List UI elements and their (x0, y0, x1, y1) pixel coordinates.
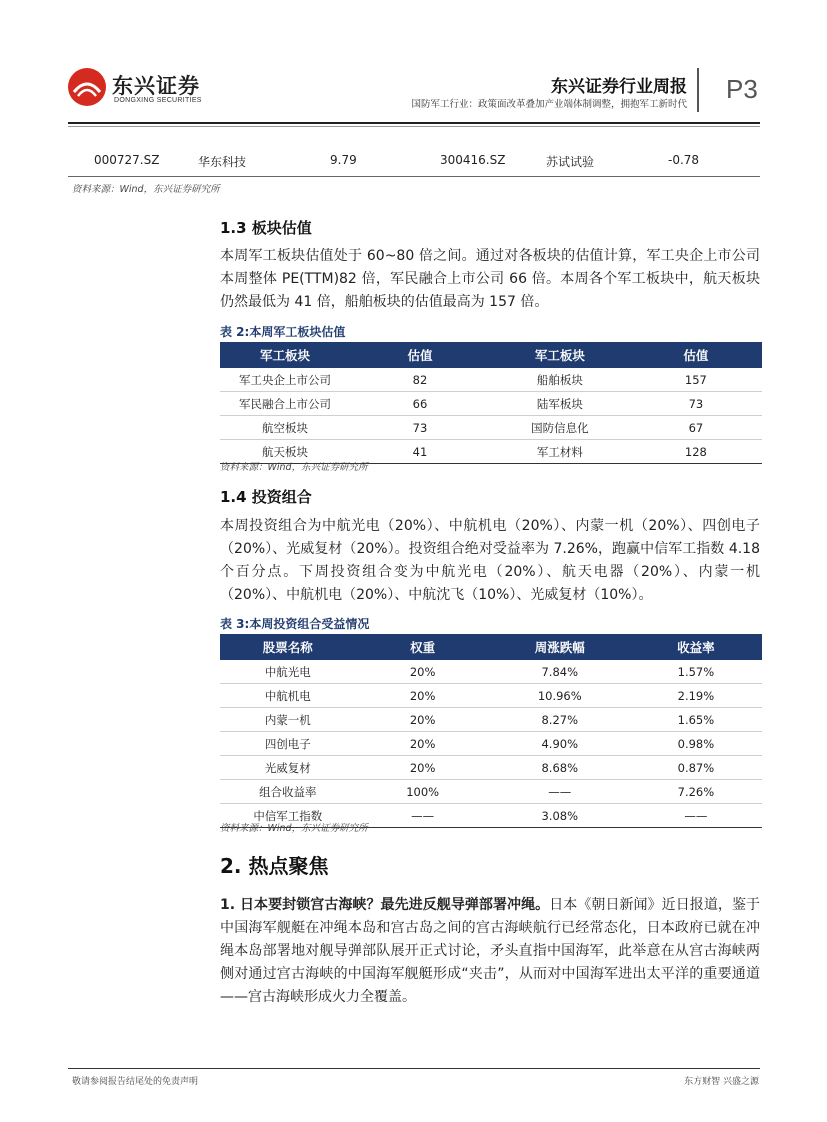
section-title-1-3: 1.3 板块估值 (220, 219, 312, 237)
source-note: 资料来源：Wind，东兴证券研究所 (220, 462, 368, 473)
section-title-1-4: 1.4 投资组合 (220, 488, 312, 506)
table-cell: 0.87% (630, 756, 762, 780)
table-cell: 0.98% (630, 732, 762, 756)
logo-icon (68, 68, 106, 106)
table-cell: 国防信息化 (490, 416, 630, 440)
stock-value: 9.79 (330, 153, 357, 167)
table-cell: 8.68% (490, 756, 630, 780)
table-row (220, 392, 762, 416)
table-cell: 66 (350, 392, 490, 416)
table-row (220, 708, 762, 732)
table-cell: 20% (356, 660, 490, 684)
header-rule-thin (68, 126, 760, 127)
section-title-2: 2. 热点聚焦 (220, 854, 329, 878)
hot-topic-paragraph (220, 894, 760, 1009)
table-cell: 73 (630, 392, 762, 416)
report-title: 东兴证券行业周报 (551, 77, 687, 97)
table-row (220, 780, 762, 804)
table-cell: 中航光电 (220, 660, 356, 684)
table-header: 权重 (356, 634, 490, 660)
table-cell: 四创电子 (220, 732, 356, 756)
table-cell: 20% (356, 756, 490, 780)
table-cell: 67 (630, 416, 762, 440)
stock-name: 华东科技 (198, 155, 247, 169)
table-cell: 1.57% (630, 660, 762, 684)
logo-text-en: DONGXING SECURITIES (114, 97, 202, 104)
table-cell: 中航机电 (220, 684, 356, 708)
table-cell: —— (356, 804, 490, 828)
table-header: 军工板块 (220, 342, 350, 368)
hot-topic-body: 日本《朝日新闻》近日报道，鉴于中国海军舰艇在冲绳本岛和宫古岛之间的宫古海峡航行已经常态化，日本政府已就在冲绳本岛部署地对舰导弹部队展开正式讨论，矛头直指中国海军，此举意在从宫古海峡两侧对通过宫古海峡的中国海军舰艇形成“夹击”，从而对中国海军进出太平洋的重要通道——宫古海峡形成火力全覆盖。 (220, 897, 760, 1005)
valuation-table (220, 342, 762, 464)
table-cell: 1.65% (630, 708, 762, 732)
stock-name: 苏试试验 (546, 155, 595, 169)
page-number: P3 (726, 74, 758, 104)
table-cell: 20% (356, 732, 490, 756)
logo-text-cn: 东兴证券 (112, 74, 200, 98)
portfolio-table (220, 634, 762, 828)
section-paragraph: 本周投资组合为中航光电（20%）、中航机电（20%）、内蒙一机（20%）、四创电子（20%）、光威复材（20%）。投资组合绝对受益率为 7.26%，跑赢中信军工指数 4.18 个百分点。下周投资组合变为中航光电（20%）、航天电器（20%）、内蒙一机（20%）、中航机电（20%）、中航沈飞（10%）、光威复材（10%）。 (220, 518, 760, 603)
footer-slogan: 东方财智 兴盛之源 (684, 1077, 759, 1087)
table-cell: 陆军板块 (490, 392, 630, 416)
table-row (220, 684, 762, 708)
table-cell: —— (490, 780, 630, 804)
table-header: 股票名称 (220, 634, 356, 660)
table-cell: 7.26% (630, 780, 762, 804)
disclaimer-note: 敬请参阅报告结尾处的免责声明 (72, 1077, 199, 1087)
table-cell: 100% (356, 780, 490, 804)
stock-code: 300416.SZ (440, 153, 506, 167)
table-cell: 航天板块 (220, 440, 350, 464)
section-paragraph: 本周军工板块估值处于 60~80 倍之间。通过对各板块的估值计算，军工央企上市公司本周整体 PE(TTM)82 倍，军民融合上市公司 66 倍。本周各个军工板块中，航天板块仍然最低为 41 倍，船舶板块的估值最高为 157 倍。 (220, 248, 760, 310)
table-cell: 军民融合上市公司 (220, 392, 350, 416)
table-cell: 军工央企上市公司 (220, 368, 350, 392)
stock-value: -0.78 (668, 153, 700, 167)
footer-rule (68, 1068, 760, 1069)
header-rule (68, 122, 760, 124)
table-header: 估值 (350, 342, 490, 368)
table-cell: 128 (630, 440, 762, 464)
table-cell: 20% (356, 684, 490, 708)
source-note: 资料来源：Wind，东兴证券研究所 (72, 184, 220, 195)
table-cell: 8.27% (490, 708, 630, 732)
table-cell: 3.08% (490, 804, 630, 828)
table-cell: 10.96% (490, 684, 630, 708)
table-cell: 4.90% (490, 732, 630, 756)
table-cell: 航空板块 (220, 416, 350, 440)
table-header: 周涨跌幅 (490, 634, 630, 660)
table-cell: 20% (356, 708, 490, 732)
table-cell: 7.84% (490, 660, 630, 684)
table-header: 收益率 (630, 634, 762, 660)
table-row (220, 756, 762, 780)
table-row (220, 368, 762, 392)
table-continuation-row (68, 148, 760, 177)
table-cell: —— (630, 804, 762, 828)
table-cell: 组合收益率 (220, 780, 356, 804)
stock-code: 000727.SZ (94, 153, 160, 167)
table-cell: 82 (350, 368, 490, 392)
table-cell: 73 (350, 416, 490, 440)
table-header: 军工板块 (490, 342, 630, 368)
table-caption: 表 3:本周投资组合受益情况 (220, 617, 370, 631)
table-row (220, 416, 762, 440)
table-cell: 内蒙一机 (220, 708, 356, 732)
table-cell: 2.19% (630, 684, 762, 708)
table-cell: 军工材料 (490, 440, 630, 464)
table-caption: 表 2:本周军工板块估值 (220, 325, 346, 339)
source-note: 资料来源：Wind，东兴证券研究所 (220, 823, 368, 834)
hot-topic-lead: 1. 日本要封锁宫古海峡？最先进反舰导弹部署冲绳。 (220, 897, 550, 913)
table-cell: 41 (350, 440, 490, 464)
table-cell: 光威复材 (220, 756, 356, 780)
table-row (220, 660, 762, 684)
table-cell: 中信军工指数 (220, 804, 356, 828)
table-header: 估值 (630, 342, 762, 368)
table-cell: 157 (630, 368, 762, 392)
table-row (220, 732, 762, 756)
table-cell: 船舶板块 (490, 368, 630, 392)
header-divider (697, 68, 699, 112)
report-subtitle: 国防军工行业：政策面改革叠加产业端体制调整，拥抱军工新时代 (411, 99, 687, 110)
